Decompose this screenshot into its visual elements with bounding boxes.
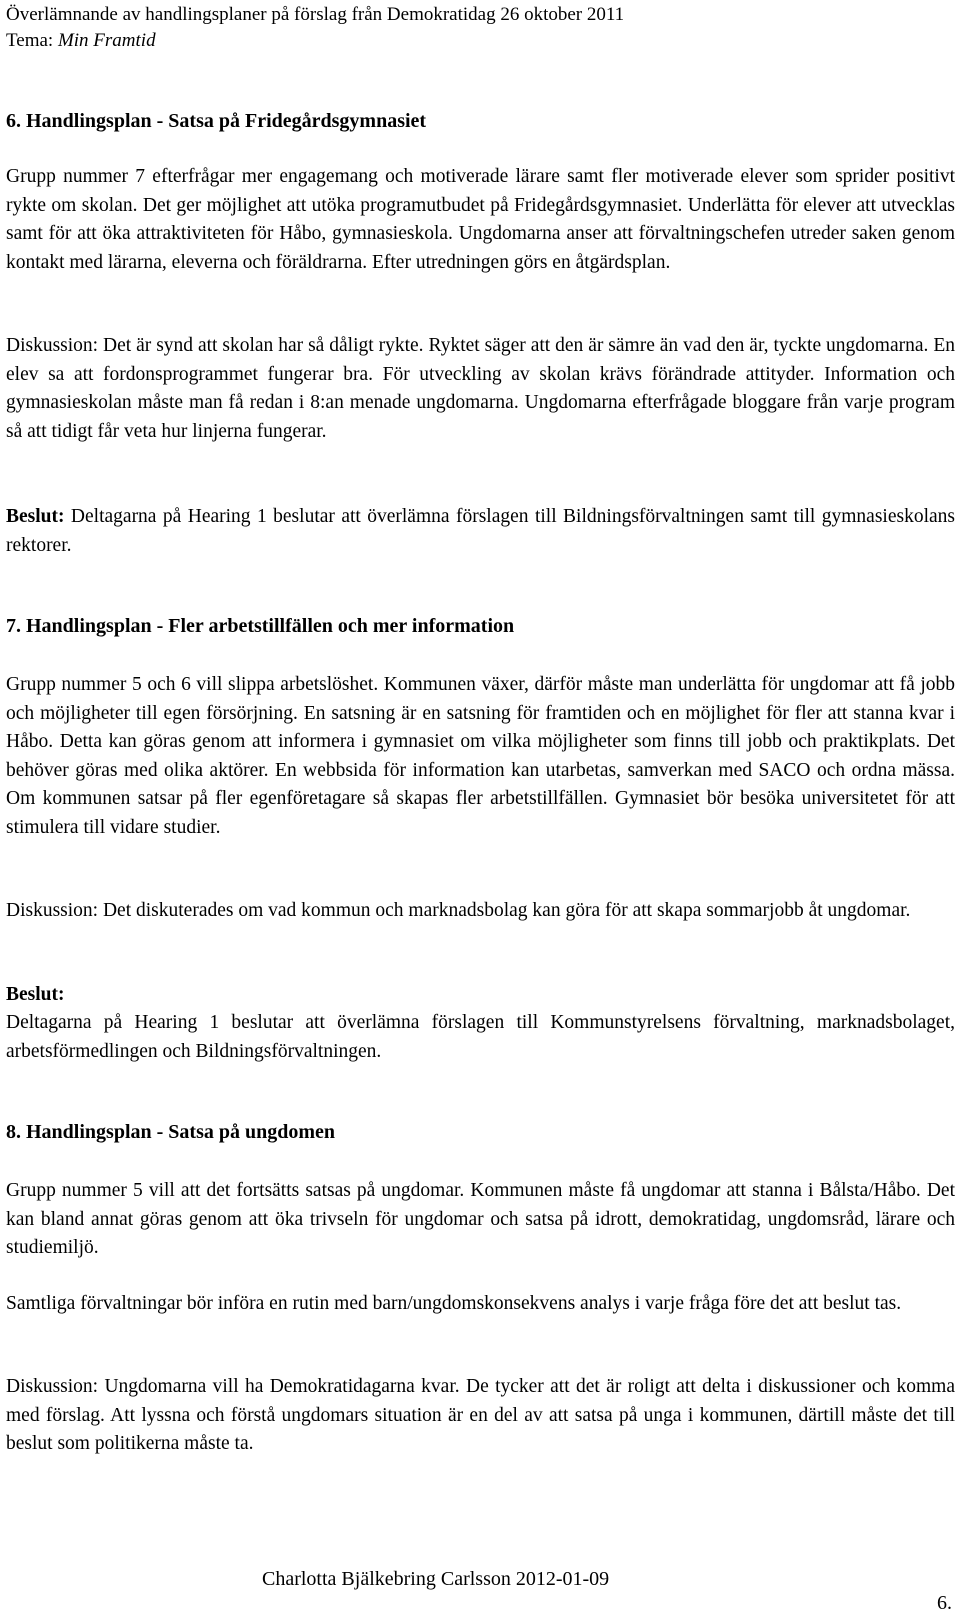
section-6-discussion: Diskussion: Det är synd att skolan har så dåligt rykte. Ryktet säger att den är sämre än vad den är, tyckte ungdomarna. En elev sa att fordonsprogrammet fungerar bra. För utveckling av skolan krävs förändrade attityder. Information och gymnasieskolan måste man få redan i 8:an menade ungdomarna. Ungdomarna efterfrågade bloggare från varje program så att tidigt får veta hur linjerna fungerar. [6,335,955,442]
theme-prefix: Tema: [6,30,58,51]
section-7-decision-label: Beslut: [6,984,65,1005]
section-6-heading: 6. Handlingsplan - Satsa på Fridegårdsgymnasiet [6,110,427,132]
section-7-heading: 7. Handlingsplan - Fler arbetstillfällen och mer information [6,615,515,637]
theme-value: Min Framtid [57,30,156,51]
section-6-decision-label: Beslut: [6,506,65,527]
section-6-intro: Grupp nummer 7 efterfrågar mer engagemang och motiverade lärare samt fler motiverade elever som sprider positivt rykte om skolan. Det ger möjlighet att utöka programutbudet på Fridegårdsgymnasiet. Underlätta för elever att utvecklas samt för att öka attraktiviteten för Håbo, gymnasieskola. Ungdomarna anser att förvaltningschefen utreder saken genom kontakt med lärarna, eleverna och föräldrarna. Efter utredningen görs en åtgärdsplan. [6,166,955,273]
section-8-intro: Grupp nummer 5 vill att det fortsätts satsas på ungdomar. Kommunen måste få ungdomar att stanna i Bålsta/Håbo. Det kan bland annat göras genom att öka trivseln för ungdomar och satsa på idrott, demokratidag, ungdomsråd, lärare och studiemiljö. [6,1180,955,1258]
document-header-theme [6,29,156,53]
section-6-decision [6,503,955,560]
section-7-discussion: Diskussion: Det diskuterades om vad kommun och marknadsbolag kan göra för att skapa sommarjobb åt ungdomar. [6,900,911,921]
section-7-decision-text: Deltagarna på Hearing 1 beslutar att överlämna förslagen till Kommunstyrelsens förvaltning, marknadsbolaget, arbetsförmedlingen och Bildningsförvaltningen. [6,1012,955,1062]
footer-author: Charlotta Bjälkebring Carlsson 2012-01-09 [262,1568,610,1590]
section-6-decision-text: Deltagarna på Hearing 1 beslutar att överlämna förslagen till Bildningsförvaltningen samt till gymnasieskolans rektorer. [6,506,955,556]
document-header-title: Överlämnande av handlingsplaner på förslag från Demokratidag 26 oktober 2011 [6,4,625,25]
section-8-heading: 8. Handlingsplan - Satsa på ungdomen [6,1121,336,1143]
section-8-extra: Samtliga förvaltningar bör införa en rutin med barn/ungdomskonsekvens analys i varje fråga före det att beslut tas. [6,1293,902,1314]
section-7-intro: Grupp nummer 5 och 6 vill slippa arbetslöshet. Kommunen växer, därför måste man underlätta för ungdomar att få jobb och möjligheter till egen försörjning. En satsning är en satsning för framtiden och en möjlighet för fler att stanna kvar i Håbo. Detta kan göras genom att informera i gymnasiet om vilka möjligheter som finns till jobb och praktikplats. Det behöver göras med olika aktörer. En webbsida för information kan utarbetas, samverkan med SACO och ordna mässa. Om kommunen satsar på fler egenföretagare så skapas fler arbetstillfällen. Gymnasiet bör besöka universitetet för att stimulera till vidare studier. [6,674,955,838]
section-8-discussion: Diskussion: Ungdomarna vill ha Demokratidagarna kvar. De tycker att det är roligt att delta i diskussioner och komma med förslag. Att lyssna och förstå ungdomars situation är en del av att satsa på unga i kommunen, därtill måste det till beslut som politikerna måste ta. [6,1376,955,1454]
page-number: 6. [937,1592,952,1614]
